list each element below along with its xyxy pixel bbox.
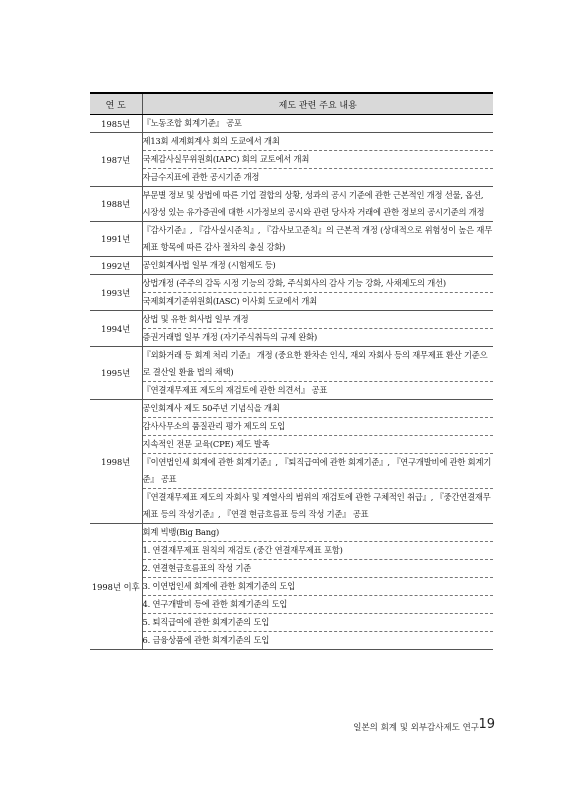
year-cell: 1994년 xyxy=(90,311,142,347)
table-row xyxy=(90,151,493,169)
event-cell: 국제감사실무위원회(IAPC) 회의 교토에서 개최 xyxy=(142,151,493,169)
table-row xyxy=(90,454,493,489)
event-cell: 5. 퇴직급여에 관한 회계기준의 도입 xyxy=(142,614,493,632)
event-cell: 부문별 정보 및 상법에 따른 기업 결합의 상황, 성과의 공시 기준에 관한 근본적인 개정 선물, 옵션, 시장성 있는 유가증권에 대한 시가정보의 공시와 관련 당사자 거래에 관한 정보의 공시기준의 개정 xyxy=(142,187,493,222)
table-row xyxy=(90,382,493,400)
table-row xyxy=(90,222,493,257)
year-column-header: 연 도 xyxy=(90,93,142,115)
table-header-row xyxy=(90,93,493,115)
table-row xyxy=(90,115,493,133)
event-cell: 공인회계사 제도 50주년 기념식을 개최 xyxy=(142,400,493,418)
table-row xyxy=(90,578,493,596)
table-body xyxy=(90,115,493,650)
table-row xyxy=(90,400,493,418)
event-cell: 6. 금융상품에 관한 회계기준의 도입 xyxy=(142,632,493,650)
table-row xyxy=(90,596,493,614)
event-cell: 『연결재무제표 제도의 재검토에 관한 의견서』 공표 xyxy=(142,382,493,400)
event-cell: 공인회계사법 일부 개정 (시험제도 등) xyxy=(142,257,493,275)
table-row xyxy=(90,275,493,293)
event-cell: 『연결재무제표 제도의 자회사 및 계열사의 범위의 재검토에 관한 구체적인 취급』, 『중간연결재무제표 등의 작성기준』, 『연결 현금흐름표 등의 작성 기준』 공표 xyxy=(142,489,493,524)
event-cell: 감사사무소의 품질관리 평가 제도의 도입 xyxy=(142,418,493,436)
event-cell: 국제회계기준위원회(IASC) 이사회 도쿄에서 개최 xyxy=(142,293,493,311)
event-cell: 『외화거래 등 회계 처리 기준』 개정 (중요한 환차손 인식, 재외 자회사 등의 재무제표 환산 기준으로 결산일 환율 법의 채택) xyxy=(142,347,493,382)
event-cell: 증권거래법 일부 개정 (자기주식취득의 규제 완화) xyxy=(142,329,493,347)
year-cell: 1992년 xyxy=(90,257,142,275)
event-cell: 『감사기준』, 『감사실시준칙』, 『감사보고준칙』의 근본적 개정 (상대적으로 위험성이 높은 재무제표 항목에 따른 감사 절차의 충실 강화) xyxy=(142,222,493,257)
year-cell: 1985년 xyxy=(90,115,142,133)
year-cell: 1987년 xyxy=(90,133,142,187)
table-row xyxy=(90,614,493,632)
table-row xyxy=(90,257,493,275)
table-row xyxy=(90,347,493,382)
table-row xyxy=(90,133,493,151)
event-cell: 2. 연결현금흐름표의 작성 기준 xyxy=(142,560,493,578)
table-row xyxy=(90,293,493,311)
event-cell: 제13회 세계회계사 회의 도쿄에서 개최 xyxy=(142,133,493,151)
history-table xyxy=(90,92,493,650)
event-cell: 『이연법인세 회계에 관한 회계기준』, 『퇴직급여에 관한 회계기준』, 『연구개발비에 관한 회계기준』 공표 xyxy=(142,454,493,489)
event-cell: 『노동조합 회계기준』 공포 xyxy=(142,115,493,133)
table-row xyxy=(90,560,493,578)
event-cell: 3. 이연법인세 회계에 관한 회계기준의 도입 xyxy=(142,578,493,596)
table-row xyxy=(90,489,493,524)
event-cell: 상법 및 유한 회사법 일부 개정 xyxy=(142,311,493,329)
table-row xyxy=(90,169,493,187)
event-cell: 상법개정 (주주의 감독 시정 기능의 강화, 주식회사의 감사 기능 강화, 사채제도의 개선) xyxy=(142,275,493,293)
year-cell: 1993년 xyxy=(90,275,142,311)
table-row xyxy=(90,542,493,560)
footer-title: 일본의 회계 및 외부감사제도 연구 xyxy=(353,723,479,733)
content-column-header: 제도 관련 주요 내용 xyxy=(142,93,493,115)
event-cell: 회계 빅뱅(Big Bang) xyxy=(142,524,493,542)
year-cell: 1991년 xyxy=(90,222,142,257)
event-cell: 지속적인 전문 교육(CPE) 제도 발족 xyxy=(142,436,493,454)
table-row xyxy=(90,187,493,222)
table-row xyxy=(90,418,493,436)
event-cell: 4. 연구개발비 등에 관한 회계기준의 도입 xyxy=(142,596,493,614)
table-row xyxy=(90,524,493,542)
table-row xyxy=(90,436,493,454)
year-cell: 1998년 이후 xyxy=(90,524,142,650)
page-number: 19 xyxy=(478,717,495,732)
event-cell: 자금수지표에 관한 공시기준 개정 xyxy=(142,169,493,187)
event-cell: 1. 연결재무제표 원칙의 재검토 (중간 연결재무제표 포함) xyxy=(142,542,493,560)
table-row xyxy=(90,632,493,650)
year-cell: 1995년 xyxy=(90,347,142,400)
table-row xyxy=(90,311,493,329)
table-row xyxy=(90,329,493,347)
year-cell: 1998년 xyxy=(90,400,142,524)
year-cell: 1988년 xyxy=(90,187,142,222)
